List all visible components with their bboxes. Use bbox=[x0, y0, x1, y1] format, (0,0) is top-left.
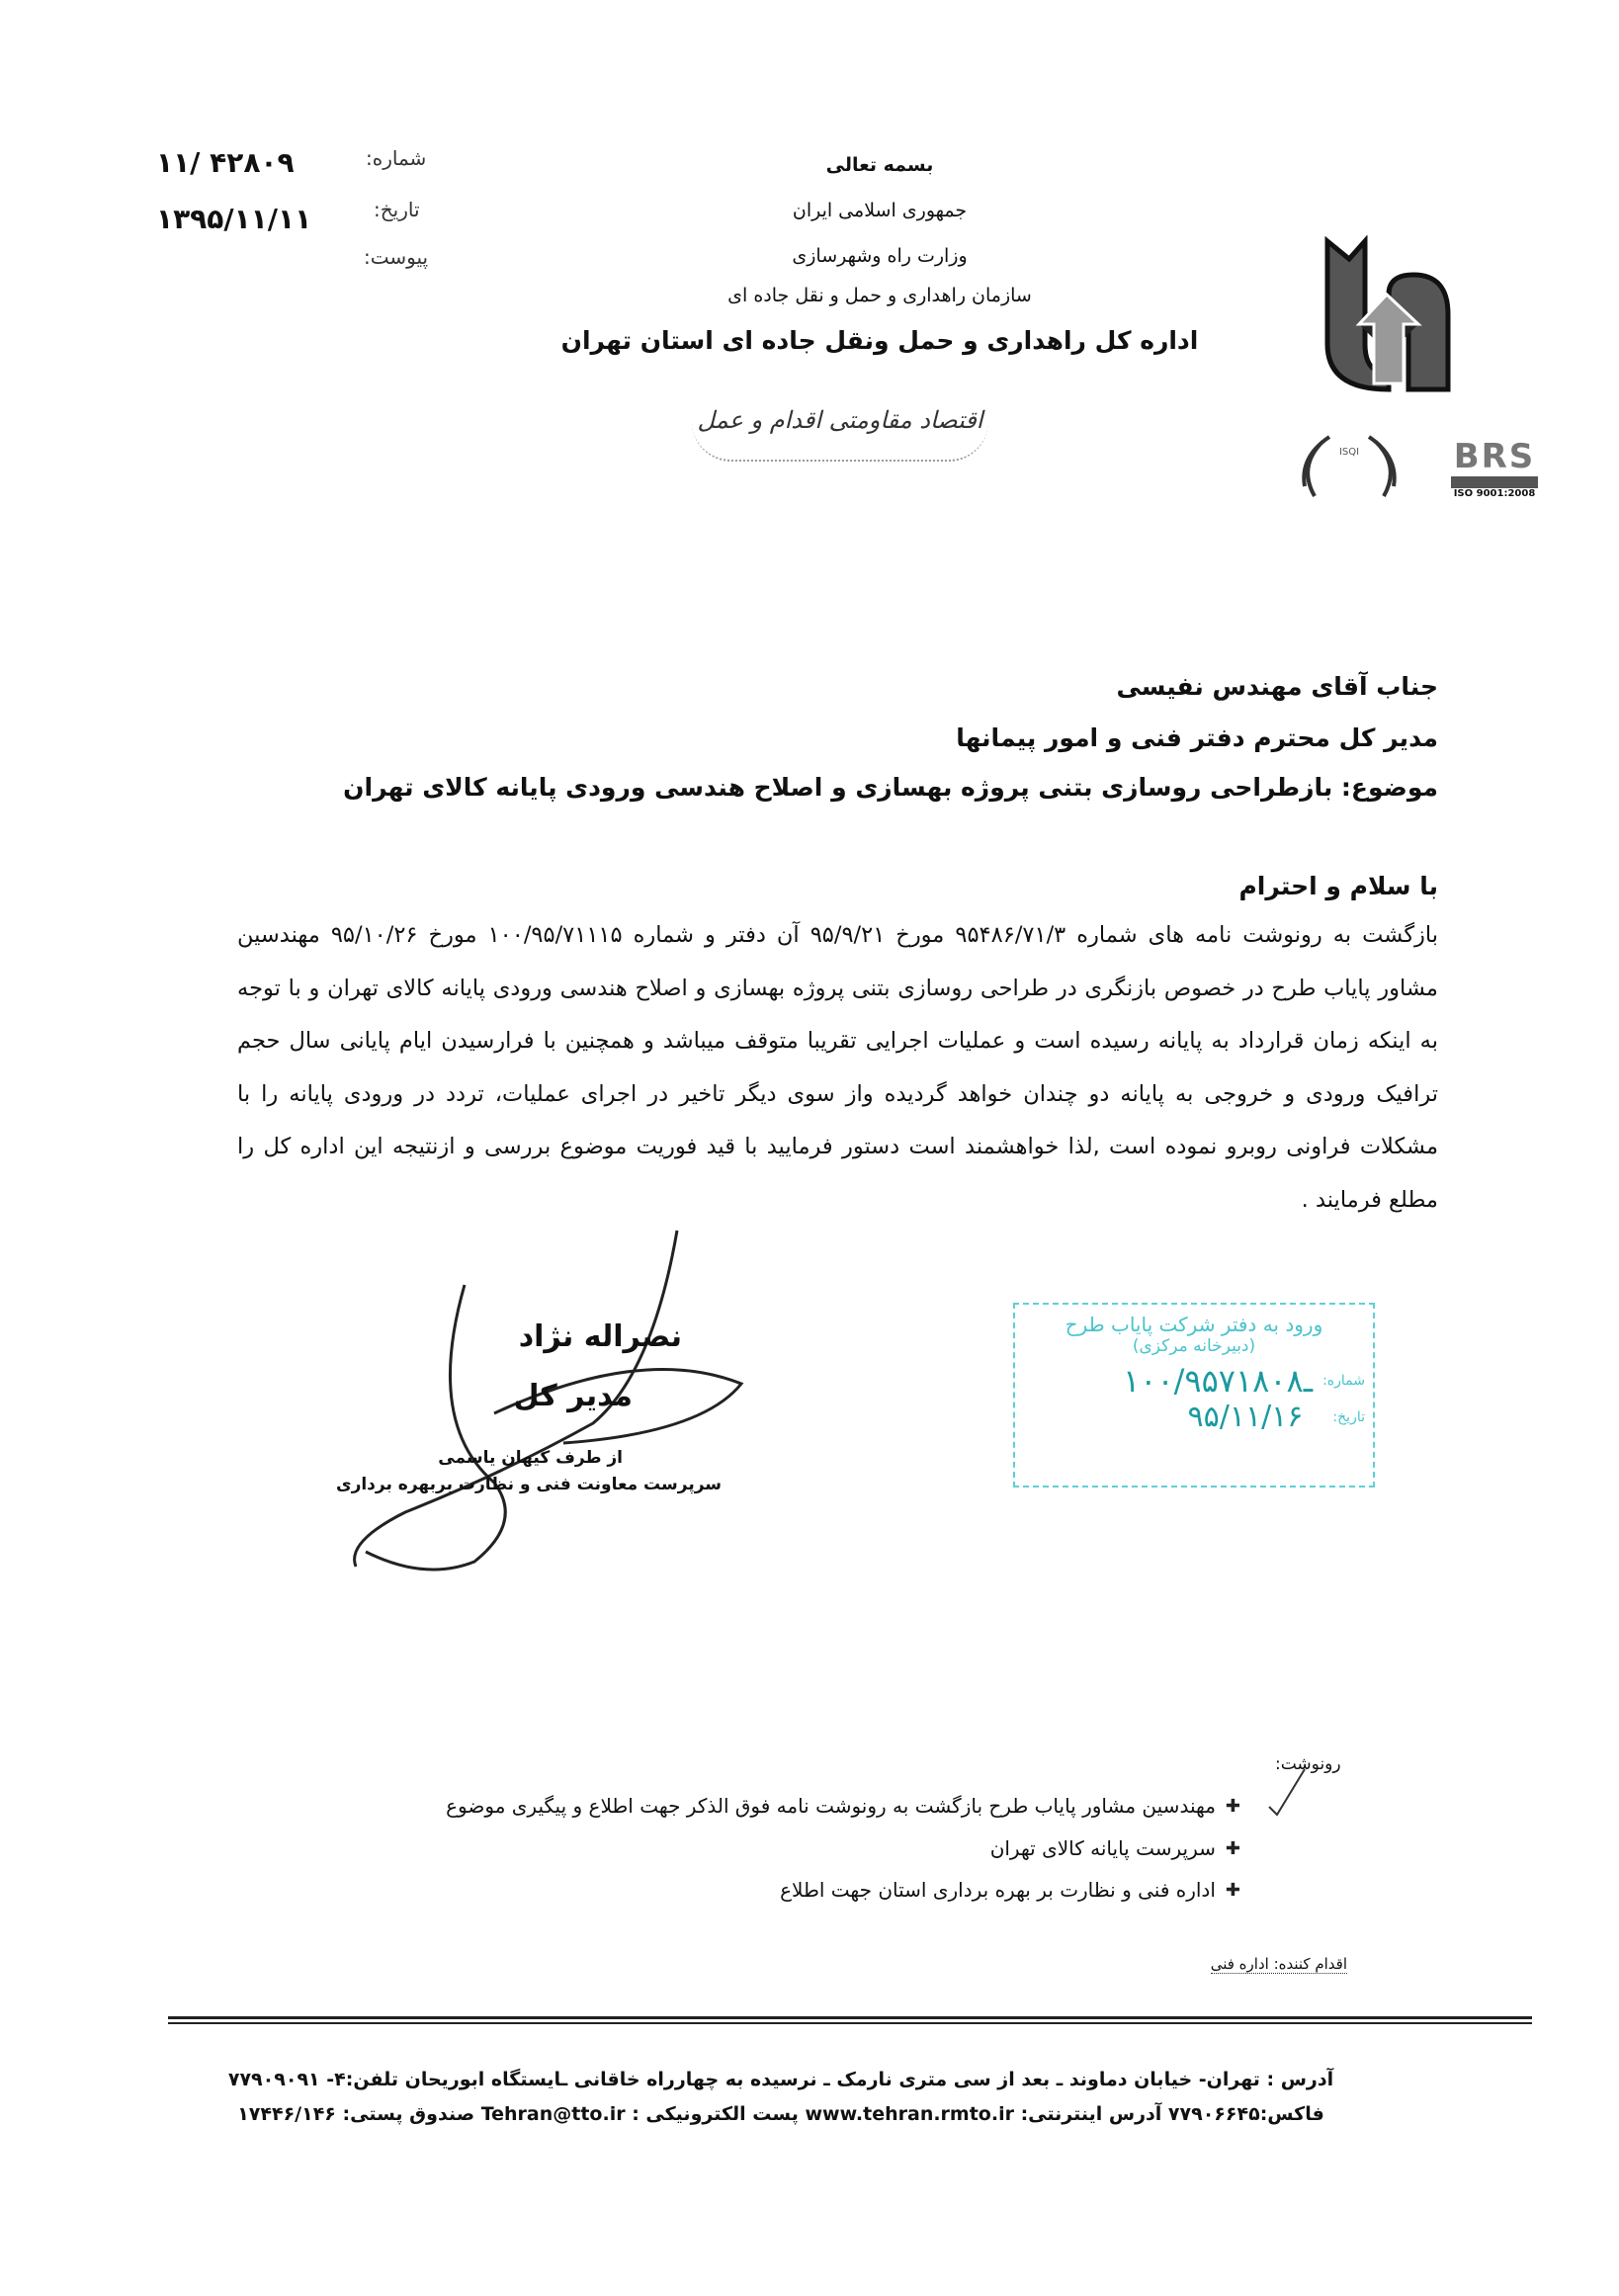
letter-date: ۱۳۹۵/۱۱/۱۱ bbox=[156, 203, 312, 235]
bullet-icon: ✚ bbox=[1225, 1879, 1240, 1901]
stamp-date-label: تاریخ: bbox=[1332, 1408, 1365, 1425]
signatory-name: نصراله نژاد bbox=[518, 1319, 682, 1354]
isqi-logo bbox=[1290, 427, 1408, 506]
isqi-text: ISQI bbox=[1338, 447, 1360, 458]
on-behalf-of: از طرف کیهان یاسمی bbox=[438, 1448, 623, 1468]
stamp-number-label: شماره: bbox=[1322, 1373, 1365, 1389]
cc-item bbox=[990, 1836, 1240, 1860]
cc-item-text: اداره فنی و نظارت بر بهره برداری استان جهت اطلاع bbox=[780, 1878, 1216, 1902]
stamp-number: ۱۰۰/۹۵ـ۷۱۸۰۸ bbox=[1123, 1362, 1314, 1400]
organization-logo bbox=[1320, 235, 1458, 393]
number-label: شماره: bbox=[366, 146, 427, 170]
organization-name: سازمان راهداری و حمل و نقل جاده ای bbox=[727, 285, 1032, 306]
attachment-label: پیوست: bbox=[364, 245, 429, 269]
letter-body: بازگشت به رونوشت نامه های شماره ۹۵۴۸۶/۷۱/۳ مورخ ۹۵/۹/۲۱ آن دفتر و شماره ۱۰۰/۹۵/۷۱۱۱۵ مورخ ۹۵/۱۰/۲۶ مهندسین مشاور پایاب طرح در خصوص بازنگری در طراحی روسازی بتنی پروژه بهسازی و اصلاح هندسی ورودی پایانه کالای تهران و با توجه به اینکه زمان قرارداد به پایانه رسیده است و عملیات اجرایی تقریبا متوقف میباشد و همچنین با فرارسیدن ایام پایانی سال حجم ترافیک ورودی و خروجی به پایانه دو چندان خواهد گردیده واز سوی دیگر تاخیر در اجرای عملیات، تردد در ورودی پایانه را با مشکلات فراونی روبرو نموده است ,لذا خواهشمند است دستور فرمایید با قید فوریت موضوع بررسی و ازنتیجه این اداره کل را مطلع فرمایند . bbox=[237, 922, 1439, 1213]
brs-logo bbox=[1445, 427, 1544, 516]
cc-item bbox=[780, 1878, 1240, 1902]
office-name: اداره کل راهداری و حمل ونقل جاده ای استان تهران bbox=[560, 326, 1199, 355]
stamp-subtitle: (دبیرخانه مرکزی) bbox=[1132, 1336, 1256, 1356]
ministry-name: وزارت راه وشهرسازی bbox=[792, 245, 968, 267]
stamp-date: ۹۵/۱۱/۱۶ bbox=[1187, 1400, 1304, 1434]
brs-text: BRS bbox=[1453, 437, 1536, 476]
checkmark-icon bbox=[1267, 1767, 1307, 1817]
addressee-name: جناب آقای مهندس نفیسی bbox=[1116, 672, 1438, 701]
country-name: جمهوری اسلامی ایران bbox=[792, 200, 968, 221]
cc-item-text: مهندسین مشاور پایاب طرح بازگشت به رونوشت نامه فوق الذکر جهت اطلاع و پیگیری موضوع bbox=[446, 1794, 1216, 1818]
invocation: بسمه تعالی bbox=[825, 154, 934, 176]
date-label: تاریخ: bbox=[374, 198, 420, 221]
cc-label: رونوشت: bbox=[1275, 1754, 1341, 1774]
signatory-role: سرپرست معاونت فنی و نظارت بربهره برداری bbox=[335, 1475, 722, 1494]
cc-item-text: سرپرست پایانه کالای تهران bbox=[989, 1836, 1216, 1860]
bullet-icon: ✚ bbox=[1225, 1837, 1240, 1859]
footer-address: آدرس : تهران- خیابان دماوند ـ بعد از سی متری نارمک ـ نرسیده به چهارراه خاقانی ـایستگاه ابوریحان تلفن:۴- ۷۷۹۰۹۰۹۱ bbox=[227, 2069, 1334, 2090]
footer-divider bbox=[168, 2022, 1532, 2024]
received-stamp bbox=[1013, 1303, 1375, 1488]
salutation: با سلام و احترام bbox=[1238, 872, 1438, 900]
footer-contact: فاکس:۷۷۹۰۶۶۴۵ آدرس اینترنتی: www.tehran.rmto.ir پست الکترونیکی : Tehran@tto.ir صندوق پستی: ۱۷۴۴۶/۱۴۶ bbox=[237, 2103, 1324, 2125]
letter-number: ۱۱/ ۴۲۸۰۹ bbox=[156, 146, 295, 179]
letter-subject: موضوع: بازطراحی روسازی بتنی پروژه بهسازی و اصلاح هندسی ورودی پایانه کالای تهران bbox=[343, 773, 1438, 802]
signature-block bbox=[335, 1226, 761, 1572]
iso-badge: ISO 9001:2008 bbox=[1453, 488, 1536, 499]
addressee-title: مدیر کل محترم دفتر فنی و امور پیمانها bbox=[956, 723, 1438, 752]
footer-divider bbox=[168, 2016, 1532, 2019]
bullet-icon: ✚ bbox=[1225, 1795, 1240, 1817]
motto-emblem: اقتصاد مقاومتی اقدام و عمل bbox=[692, 390, 988, 462]
action-by: اقدام کننده: اداره فنی bbox=[1210, 1955, 1347, 1973]
signatory-title: مدیر کل bbox=[513, 1379, 633, 1413]
cc-item bbox=[446, 1794, 1240, 1818]
stamp-title: ورود به دفتر شرکت پایاب طرح bbox=[1065, 1313, 1323, 1336]
